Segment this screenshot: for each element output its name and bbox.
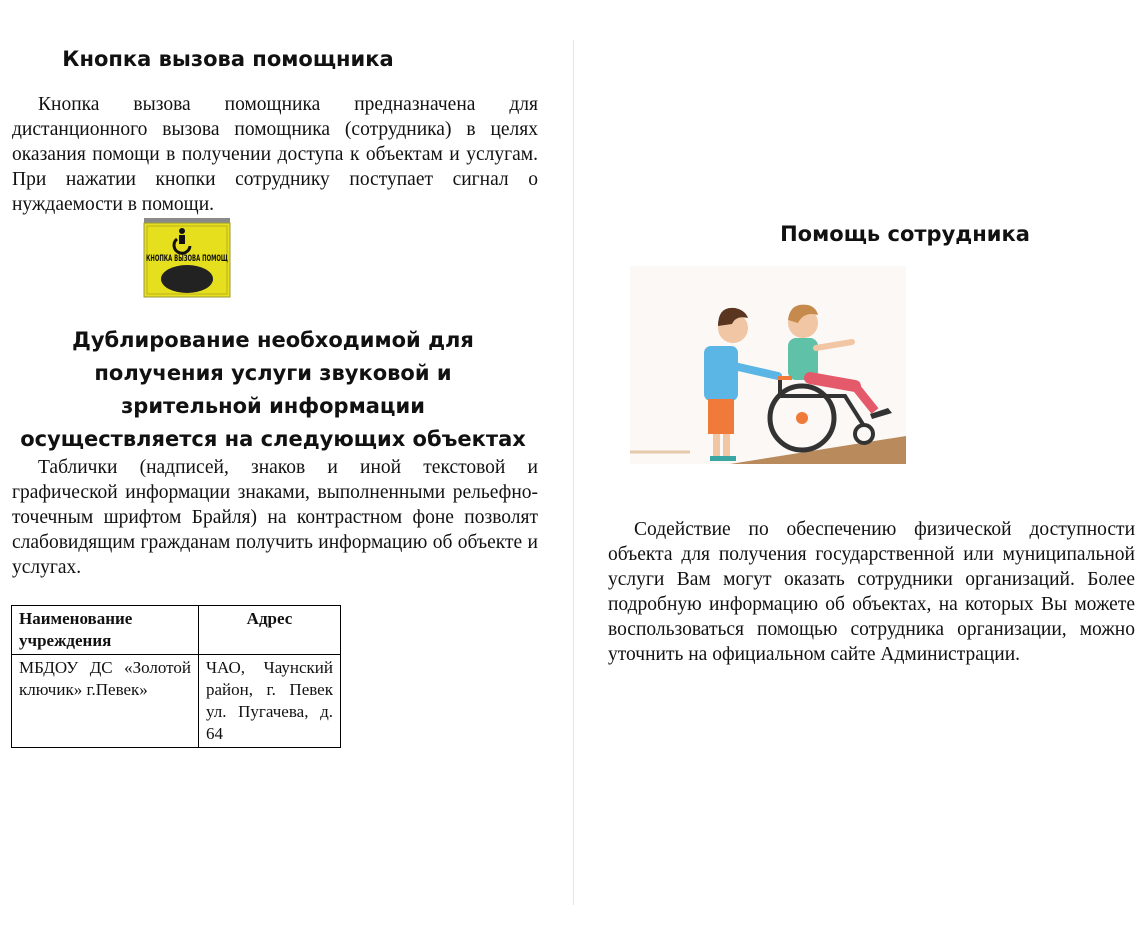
heading-line: осуществляется на следующих объектах xyxy=(20,427,526,451)
table-row xyxy=(12,655,341,748)
paragraph-call-button xyxy=(12,92,538,217)
button-label-text: КНОПКА ВЫЗОВА ПОМОЩ xyxy=(146,254,229,264)
cell-address: ЧАО, Чаунский район, г. Певек ул. Пугачева, д. 64 xyxy=(199,655,341,748)
heading-line: получения услуги звуковой и xyxy=(94,361,452,385)
call-button-image xyxy=(142,218,232,298)
column-divider xyxy=(573,40,574,905)
paragraph-text: Таблички (надписей, знаков и иной текстовой и графической информации знаками, выполненными рельефно-точечным шрифтом Брайля) на контрастном фоне позволят слабовидящим гражданам получить информацию об объекте и услугах. xyxy=(12,457,538,578)
paragraph-text: Содействие по обеспечению физической доступности объекта для получения государственной или муниципальной услуги Вам могут оказать сотрудники организаций. Более подробную информацию об объектах, на которых Вы можете воспользоваться помощью сотрудника организации, можно уточнить на официальном сайте Администрации. xyxy=(608,519,1135,665)
heading-line: Дублирование необходимой для xyxy=(72,328,474,352)
column-header-name: Наименование учреждения xyxy=(12,606,199,655)
heading-call-button: Кнопка вызова помощника xyxy=(62,47,394,71)
table-header-row xyxy=(12,606,341,655)
paragraph-signs xyxy=(12,455,538,580)
paragraph-text: Кнопка вызова помощника предназначена для дистанционного вызова помощника (сотрудника) в целях оказания помощи в получении доступа к объектам и услугам. При нажатии кнопки сотруднику поступает сигнал о нуждаемости в помощи. xyxy=(12,94,538,215)
heading-line: зрительной информации xyxy=(121,394,425,418)
cell-name: МБДОУ ДС «Золотой ключик» г.Певек» xyxy=(12,655,199,748)
institutions-table xyxy=(11,605,341,748)
column-header-address: Адрес xyxy=(199,606,341,655)
paragraph-staff-help xyxy=(608,517,1135,667)
heading-duplication xyxy=(8,324,538,456)
staff-help-illustration xyxy=(630,266,906,464)
heading-staff-help: Помощь сотрудника xyxy=(780,222,1030,246)
